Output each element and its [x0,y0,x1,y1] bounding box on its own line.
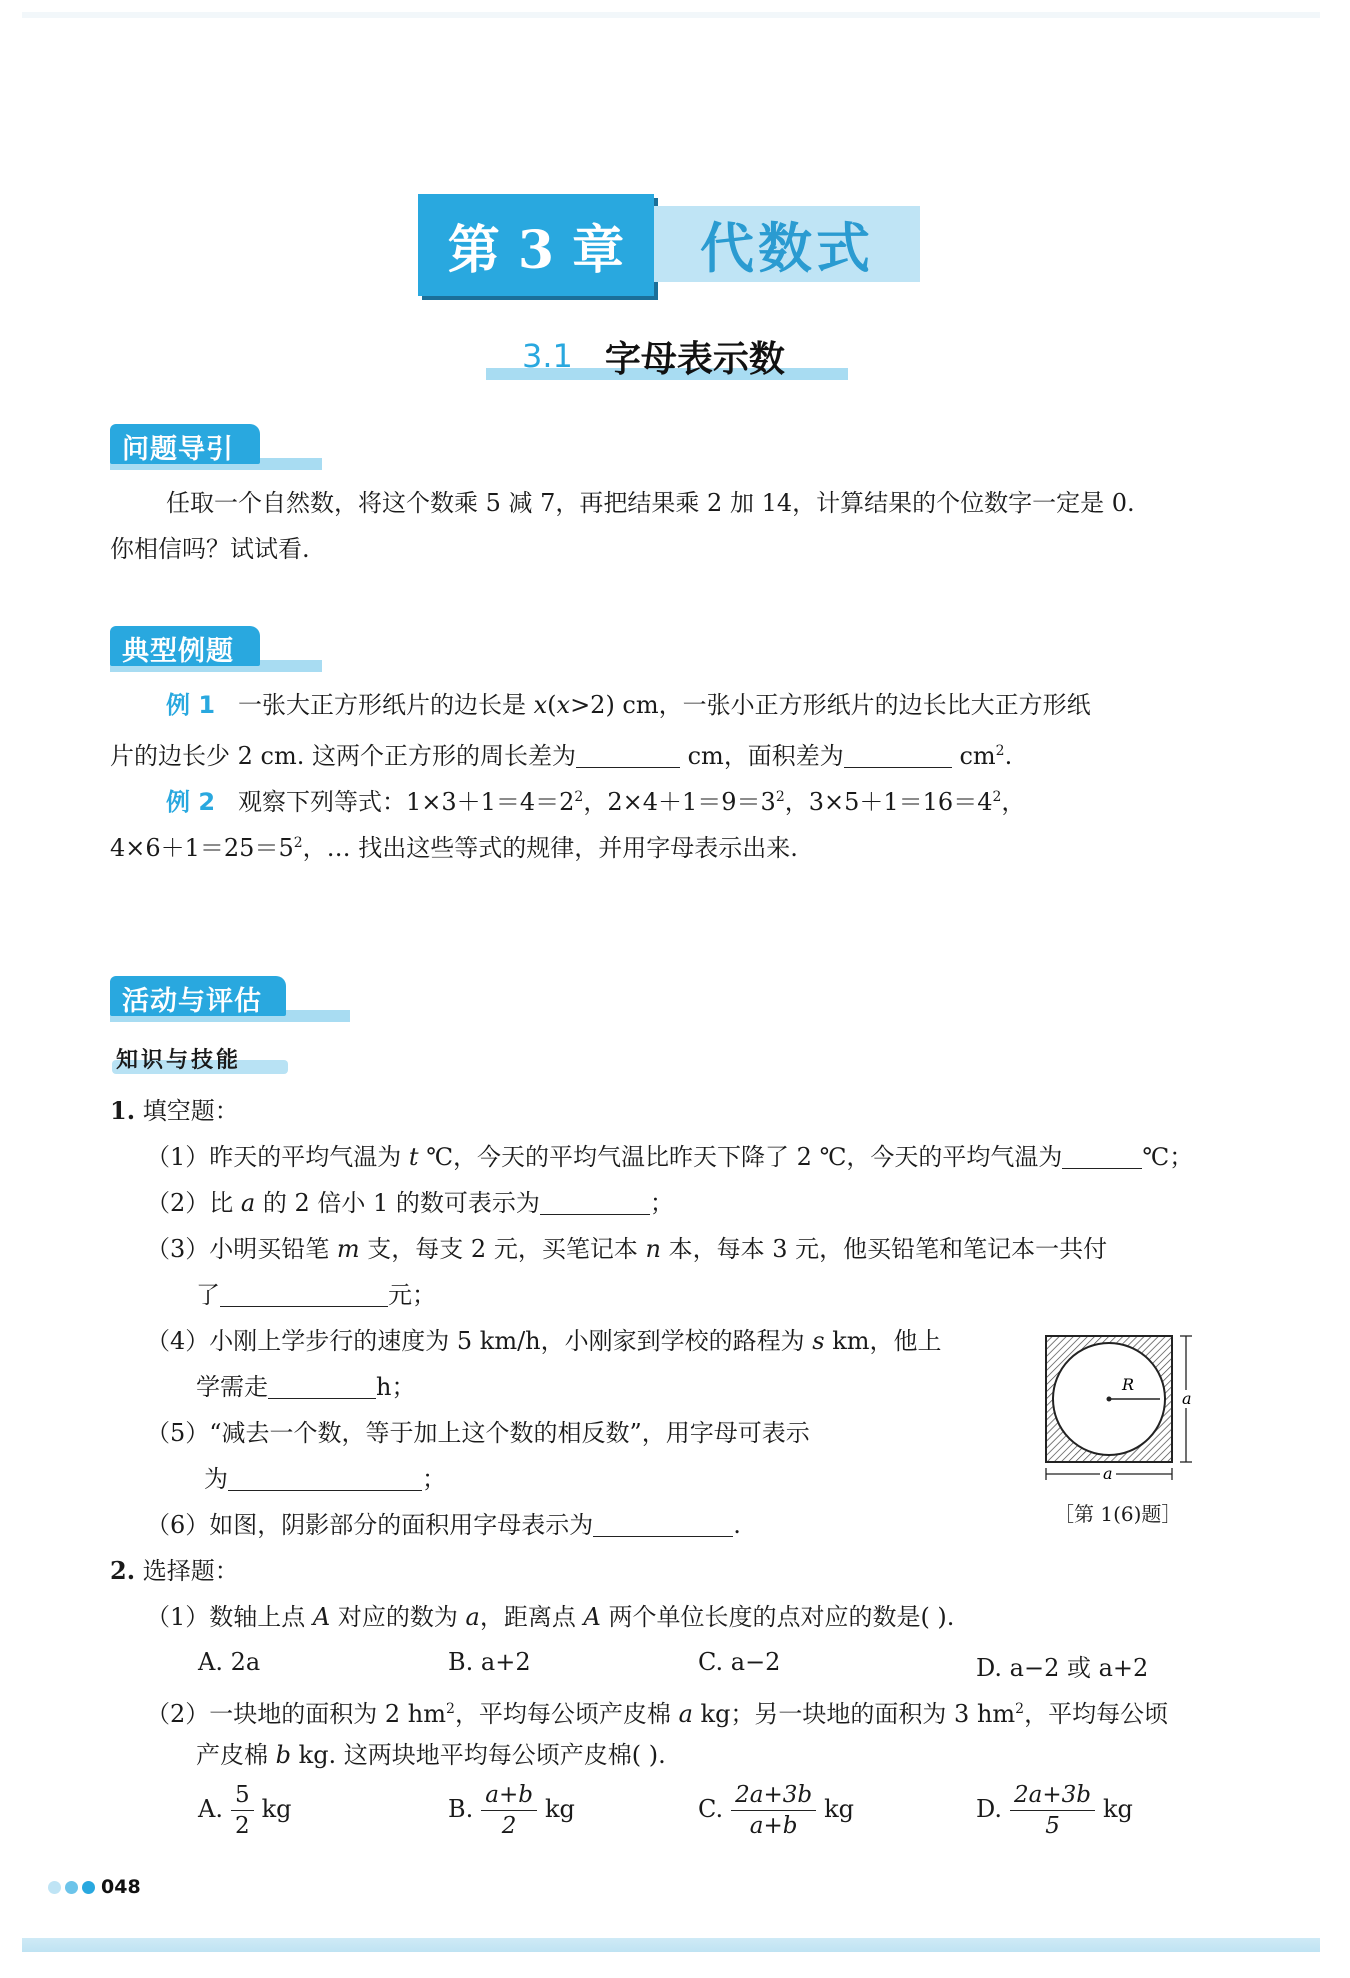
q1-item5-cont: 为 ； [204,1456,446,1502]
dot-icon [65,1881,78,1894]
q1-item4-cont: 学需走 h； [196,1364,415,1410]
answer-blank[interactable] [576,737,680,768]
figure-caption: ［第 1(6)题］ [1054,1502,1182,1526]
q2-item2-choice-b[interactable]: B. $\frac{a+b}{2}$ kg [448,1782,575,1839]
shaded-square-figure [1042,1332,1202,1496]
answer-blank[interactable] [228,1460,422,1491]
chapter-title [418,194,920,296]
q1-item1: （1）昨天的平均气温为 t ℃，今天的平均气温比昨天下降了 2 ℃，今天的平均气温为 ℃； [146,1134,1193,1180]
dot-icon [48,1881,61,1894]
answer-blank[interactable] [593,1506,733,1537]
section-title [486,332,785,380]
answer-blank[interactable] [844,737,952,768]
section-number: 3.1 [522,337,573,375]
q1-title: 1. 填空题： [110,1096,239,1125]
q2-item1: （1）数轴上点 A 对应的数为 a，距离点 A 两个单位长度的点对应的数是( ). [146,1603,955,1631]
answer-blank[interactable] [540,1184,650,1215]
guide-text-line2: 你相信吗？试试看. [110,535,310,563]
heading-guide: 问题导引 [110,424,234,468]
example2-line2: $4\times 6+1=25=5^2$，… 找出这些等式的规律，并用字母表示出来. [110,834,798,862]
example1-line2: 片的边长少 2 cm. 这两个正方形的周长差为 cm，面积差为 $cm^2$. [110,728,1012,779]
fraction: $\frac{5}{2}$ [231,1780,254,1841]
dot-icon [82,1881,95,1894]
q2-item1-choice-b[interactable]: B. a+2 [448,1648,531,1676]
q1-item3-cont: 了 元； [196,1272,436,1318]
q2-item2: （2）一块地的面积为 2 $hm^2$，平均每公顷产皮棉 a kg；另一块地的面积为 3 $hm^2$，平均每公顷 [146,1700,1169,1728]
page-number: 048 [101,1876,141,1898]
answer-blank[interactable] [1062,1138,1142,1169]
q1-item3: （3）小明买铅笔 m 支，每支 2 元，买笔记本 n 本，每本 3 元，他买铅笔和笔记本一共付 [146,1235,1108,1263]
fraction: $\frac{2a+3b}{a+b}$ [731,1780,816,1841]
radius-label: R [1122,1375,1135,1394]
answer-blank[interactable] [268,1368,376,1399]
example2-line1: 例 2 观察下列等式：$1\times 3+1=4=2^2$，$2\times 4+1=9=3^2$，$3\times 5+1=16=4^2$， [166,788,1026,816]
guide-text-line1: 任取一个自然数，将这个数乘 5 减 7，再把结果乘 2 加 14，计算结果的个位数字一定是 0. [166,489,1135,517]
heading-examples: 典型例题 [110,626,234,670]
q1-item4: （4）小刚上学步行的速度为 5 km/h，小刚家到学校的路程为 s km，他上 [146,1327,942,1355]
q1-item5: （5）“减去一个数，等于加上这个数的相反数”，用字母可表示 [146,1419,810,1447]
fraction: $\frac{2a+3b}{5}$ [1010,1780,1095,1841]
example1-line1: 例 1 一张大正方形纸片的边长是 x(x>2) cm，一张小正方形纸片的边长比大正方形纸 [166,691,1091,719]
q2-item2-choice-c[interactable]: C. $\frac{2a+3b}{a+b}$ kg [698,1782,855,1839]
answer-blank[interactable] [220,1276,388,1307]
side-label-right: a [1182,1389,1192,1408]
page-footer [48,1876,141,1898]
q1-item2: （2）比 a 的 2 倍小 1 的数可表示为 ； [146,1180,674,1226]
chapter-name: 代数式 [654,206,920,282]
q2-item2-choice-a[interactable]: A. $\frac{5}{2}$ kg [198,1782,292,1839]
bottom-band [22,1938,1320,1952]
q1-item6: （6）如图，阴影部分的面积用字母表示为 . [146,1502,741,1548]
chapter-number: 第 3 章 [418,194,654,296]
q2-item2-cont: 产皮棉 b kg. 这两块地平均每公顷产皮棉( ). [196,1741,666,1769]
q2-title: 2. 选择题： [110,1556,239,1585]
heading-knowledge: 知识与技能 [112,1040,241,1076]
q2-item1-choice-c[interactable]: C. a−2 [698,1648,781,1676]
q2-item1-choice-d[interactable]: D. a−2 或 a+2 [976,1654,1149,1682]
q2-item1-choice-a[interactable]: A. 2a [198,1648,261,1676]
fraction: $\frac{a+b}{2}$ [481,1780,537,1841]
section-name: 字母表示数 [604,338,785,380]
q2-item2-choice-d[interactable]: D. $\frac{2a+3b}{5}$ kg [976,1782,1133,1839]
side-label-bottom: a [1103,1464,1113,1483]
heading-activities: 活动与评估 [110,976,262,1020]
